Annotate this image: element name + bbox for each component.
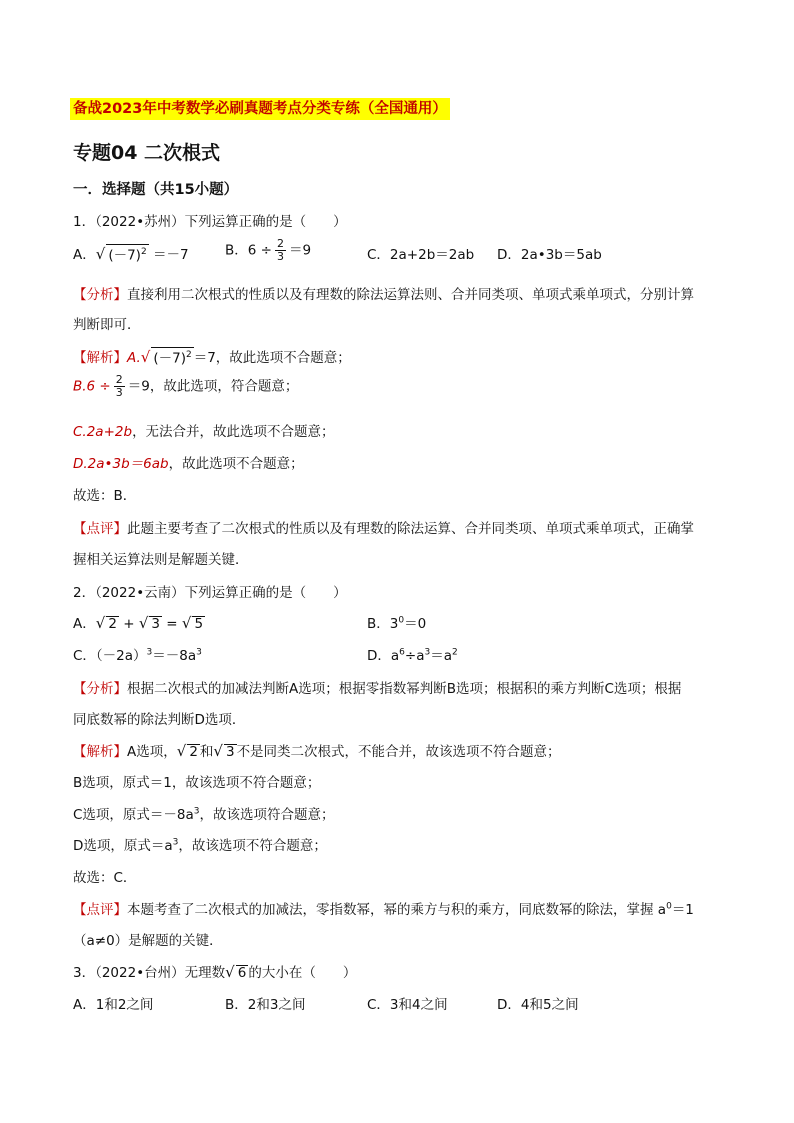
q1-option-c: C．2a+2b＝2ab [367,247,475,263]
q1-stem: 1．（2022•苏州）下列运算正确的是（ ） [73,214,347,230]
page-title: 专题04 二次根式 [73,142,221,164]
q2-option-c: C．$(-2a)^3=-8a^3$ [73,647,202,664]
q3-option-c: C．3和4之间 [367,997,448,1013]
q1-comment: 【点评】此题主要考查了二次根式的性质以及有理数的除法运算、合并同类项、单项式乘单项式，正确掌 [73,521,694,537]
series-banner: 备战2023年中考数学必刷真题考点分类专练（全国通用） [70,98,450,120]
q3-option-b: B．2和3之间 [225,997,306,1013]
q1-option-d: D．2a•3b＝5ab [497,247,602,263]
q2-solution-d: D选项，原式$=a^3$，故该选项不符合题意； [73,837,327,854]
section-heading: 一．选择题（共15小题） [73,182,239,198]
q1-analysis-line2: 判断即可． [73,317,141,333]
q2-solution-c: C选项，原式$=-8a^3$，故该选项符合题意； [73,806,335,823]
q1-solution-d: D.2a•3b＝6ab，故此选项不合题意； [73,456,304,472]
q1-choose: 故选：B． [73,488,137,504]
q2-option-b: B．$3^0=0$ [367,615,427,632]
q1-option-a: A．√ $(-7)^2 =-7$ [73,245,189,263]
q2-analysis: 【分析】根据二次根式的加减法判断A选项；根据零指数幂判断B选项；根据积的乘方判断C选项；根据 [73,681,682,697]
q1-solution-b: B.6 ÷ $\frac{2}{3}$ ＝9，故此选项，符合题意； [73,373,299,399]
q2-solution-b: B选项，原式＝1，故该选项不符合题意； [73,775,321,791]
q1-solution-c: C.2a+2b，无法合并，故此选项不合题意； [73,424,335,440]
q2-comment: 【点评】本题考查了二次根式的加减法，零指数幂，幂的乘方与积的乘方，同底数幂的除法，掌握 $a^0=1$ [73,901,694,918]
q2-option-d: D．$a^6\div a^3=a^2$ [367,647,458,664]
q2-analysis-line2: 同底数幂的除法判断D选项． [73,712,246,728]
q1-analysis: 【分析】直接利用二次根式的性质以及有理数的除法运算法则、合并同类项、单项式乘单项式，分别计算 [73,287,694,303]
q1-comment-line2: 握相关运算法则是解题关键． [73,552,249,568]
q1-solution-a: 【解析】A.√ $(-7)^2 =7$，故此选项不合题意； [73,348,351,366]
q3-option-d: D．4和5之间 [497,997,579,1013]
q3-option-a: A．1和2之间 [73,997,154,1013]
q2-stem: 2．（2022•云南）下列运算正确的是（ ） [73,585,347,601]
q1-option-b: B．6 ÷ $\frac{2}{3}$ ＝9 [225,237,312,263]
q2-option-a: A．√ 2 + √ 3 = √ 5 [73,614,204,632]
q3-stem: 3．（2022•台州）无理数√ 6 的大小在（ ） [73,963,357,981]
q2-comment-line2: （a≠0）是解题的关键． [73,933,223,949]
q2-solution-a: 【解析】A选项，√ 2 和√ 3 不是同类二次根式，不能合并，故该选项不符合题意； [73,742,561,760]
q2-choose: 故选：C． [73,870,137,886]
